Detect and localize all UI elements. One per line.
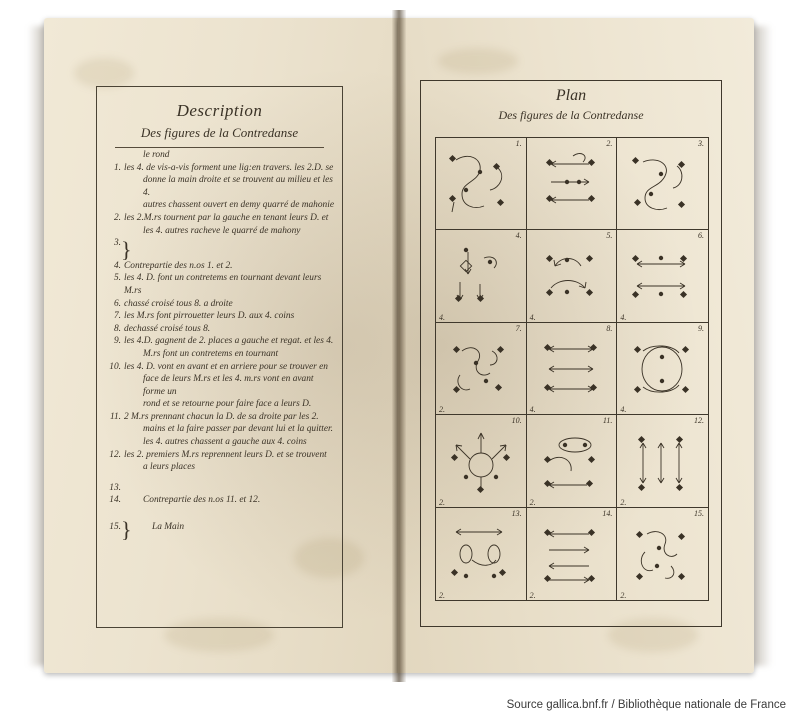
item-text: les 2.M.rs tournent par la gauche en tenant leurs D. et — [124, 212, 329, 223]
figure-corner-number: 4. — [529, 405, 536, 415]
figure-number: 7. — [515, 323, 522, 333]
list-item — [105, 323, 336, 336]
figure-cell[interactable] — [436, 415, 527, 507]
item-text: mains et la faire passer par devant lui et la quitter. — [143, 424, 334, 435]
list-item — [105, 335, 336, 348]
paper-stain — [74, 58, 134, 88]
list-item — [105, 310, 336, 323]
figure-number: 4. — [515, 231, 522, 241]
figure-cell[interactable] — [527, 415, 618, 507]
item-number: 9. — [113, 336, 121, 347]
brace-upper: } — [121, 237, 132, 262]
figure-cell[interactable] — [527, 323, 618, 415]
figure-cell[interactable] — [617, 323, 708, 415]
figure-cell[interactable] — [436, 508, 527, 600]
list-item — [105, 398, 336, 411]
right-edge-shadow — [752, 26, 772, 666]
figure-cell[interactable] — [527, 230, 618, 322]
figure-number: 6. — [697, 231, 704, 241]
right-page — [398, 18, 754, 673]
paper-stain — [438, 48, 518, 74]
list-item — [105, 449, 336, 462]
figure-cell[interactable] — [436, 138, 527, 230]
item-text: les 4. de vis-a-vis forment une lig:en travers. les 2.D. se — [124, 162, 334, 173]
figure-diagram — [527, 415, 618, 507]
item-text: chassé croisé tous 8. a droite — [124, 298, 233, 309]
figure-cell[interactable] — [527, 138, 618, 230]
list-item — [105, 348, 336, 361]
item-number: 8. — [113, 323, 121, 334]
figure-cell[interactable] — [617, 415, 708, 507]
figure-diagram — [527, 508, 618, 600]
figure-diagram — [617, 230, 708, 322]
item-number: 15. — [109, 522, 121, 533]
figure-corner-number: 2. — [439, 405, 445, 415]
item-number: 12. — [109, 449, 121, 460]
figure-diagram — [436, 415, 527, 507]
figure-diagram — [617, 415, 708, 507]
item-text: les 2. premiers M.rs reprennent leurs D. et se trouvent — [124, 449, 327, 460]
list-item — [105, 272, 336, 297]
item-text: face de leurs M.rs et les 4. m.rs vont en avant forme un — [143, 374, 316, 397]
figure-diagram — [617, 508, 708, 600]
figure-cell[interactable] — [617, 508, 708, 600]
figure-diagram — [436, 508, 527, 600]
list-item — [105, 521, 336, 534]
item-text: les 4. D. font un contretems en tournant devant leurs M.rs — [124, 273, 324, 296]
spacer-line — [105, 507, 336, 521]
item-text: 2 M.rs prennant chacun la D. de sa droite par les 2. — [124, 411, 319, 422]
figure-corner-number: 2. — [439, 591, 445, 600]
list-item — [105, 423, 336, 436]
figure-cell[interactable] — [436, 323, 527, 415]
figure-corner-number: 2. — [529, 591, 536, 600]
list-item — [105, 482, 336, 495]
figure-cell[interactable] — [436, 230, 527, 322]
source-credit: Source gallica.bnf.fr / Bibliothèque nationale de France — [506, 698, 786, 711]
item-number: 5. — [113, 273, 121, 284]
title-rule — [115, 147, 324, 148]
figure-diagram — [527, 323, 618, 415]
list-item — [105, 149, 336, 162]
list-item — [105, 373, 336, 398]
item-number: 7. — [113, 311, 121, 322]
item-number: 6. — [113, 298, 121, 309]
figure-number: 13. — [511, 508, 522, 518]
figure-diagram — [436, 230, 527, 322]
figure-cell[interactable] — [617, 230, 708, 322]
item-text: M.rs font un contretems en tournant — [143, 348, 279, 359]
spacer-line — [105, 250, 336, 260]
list-item — [105, 225, 336, 238]
figure-corner-number: 2. — [439, 497, 445, 507]
figure-diagram — [436, 323, 527, 415]
item-number: 1. — [113, 162, 121, 173]
right-page-subtitle: Des figures de la Contredanse — [498, 108, 644, 122]
figure-diagram — [617, 323, 708, 415]
figure-number: 14. — [602, 508, 613, 518]
left-page-title: Description — [176, 101, 263, 120]
left-page-subtitle: Des figures de la Contredanse — [140, 125, 299, 140]
figure-number: 3. — [697, 139, 704, 148]
spacer-line — [105, 474, 336, 482]
item-number: 4. — [113, 260, 121, 271]
figure-cell[interactable] — [527, 508, 618, 600]
right-page-title: Plan — [555, 87, 587, 104]
figure-number: 10. — [511, 416, 522, 426]
figure-corner-number: 2. — [620, 591, 627, 600]
left-page — [44, 18, 398, 673]
item-text: le rond — [143, 150, 170, 160]
figure-corner-number: 2. — [620, 497, 627, 507]
figure-number: 1. — [515, 139, 522, 148]
item-text: les 4. D. vont en avant et en arriere pour se trouver en — [124, 361, 328, 372]
item-number: 14. — [109, 495, 121, 506]
figure-number: 12. — [693, 416, 704, 426]
item-number: 3. — [113, 238, 121, 249]
item-text: Contrepartie des n.os 11. et 12. — [143, 495, 261, 506]
figure-corner-number: 4. — [620, 312, 627, 322]
left-text-frame — [96, 86, 343, 628]
right-plate-frame — [420, 80, 722, 627]
list-item — [105, 162, 336, 175]
item-text: Contrepartie des n.os 1. et 2. — [124, 260, 233, 271]
item-text: les 4. autres chassent a gauche aux 4. coins — [143, 437, 307, 448]
list-item — [105, 174, 336, 199]
item-number: 13. — [109, 482, 121, 493]
figures-grid — [435, 137, 709, 601]
figure-number: 5. — [606, 231, 613, 241]
figure-corner-number: 4. — [620, 405, 627, 415]
list-item — [105, 298, 336, 311]
item-text: les 4.D. gagnent de 2. places a gauche et regat. et les 4. — [124, 336, 334, 347]
item-number: 11. — [109, 411, 121, 422]
item-text: autres chassent ouvert en demy quarré de mahonie — [143, 200, 335, 211]
figure-number: 2. — [606, 139, 613, 148]
item-text: dechassé croisé tous 8. — [124, 323, 211, 334]
item-number: 2. — [113, 212, 121, 223]
list-item — [105, 260, 336, 273]
item-text: La Main — [152, 522, 185, 533]
item-text: les 4. autres racheve le quarré de mahony — [143, 225, 301, 236]
figure-corner-number: 2. — [529, 497, 536, 507]
list-item — [105, 237, 336, 250]
list-item — [105, 461, 336, 474]
item-number: 10. — [109, 361, 121, 372]
list-item — [105, 199, 336, 212]
list-item — [105, 212, 336, 225]
footer-bar — [0, 690, 800, 719]
figure-cell[interactable] — [617, 138, 708, 230]
figure-number: 11. — [602, 416, 613, 426]
description-list — [105, 149, 336, 534]
figure-corner-number: 4. — [529, 312, 536, 322]
figure-number: 8. — [606, 323, 613, 333]
figure-diagram — [617, 138, 708, 230]
figure-diagram — [527, 230, 618, 322]
figure-number: 15. — [693, 508, 704, 518]
brace-lower: } — [121, 517, 132, 542]
item-text: rond et se retourne pour faire face a leurs D. — [143, 399, 312, 410]
item-text: a leurs places — [143, 462, 196, 473]
book-gutter — [392, 10, 406, 682]
item-text: donne la main droite et se trouvent au milieu et les 4. — [143, 175, 336, 198]
item-text: les M.rs font pirrouetter leurs D. aux 4. coins — [124, 311, 295, 322]
figure-corner-number: 4. — [439, 312, 445, 322]
figure-diagram — [436, 138, 527, 230]
figure-number: 9. — [697, 323, 704, 333]
list-item — [105, 361, 336, 374]
list-item — [105, 436, 336, 449]
figure-diagram — [527, 138, 618, 230]
list-item — [105, 494, 336, 507]
list-item — [105, 411, 336, 424]
